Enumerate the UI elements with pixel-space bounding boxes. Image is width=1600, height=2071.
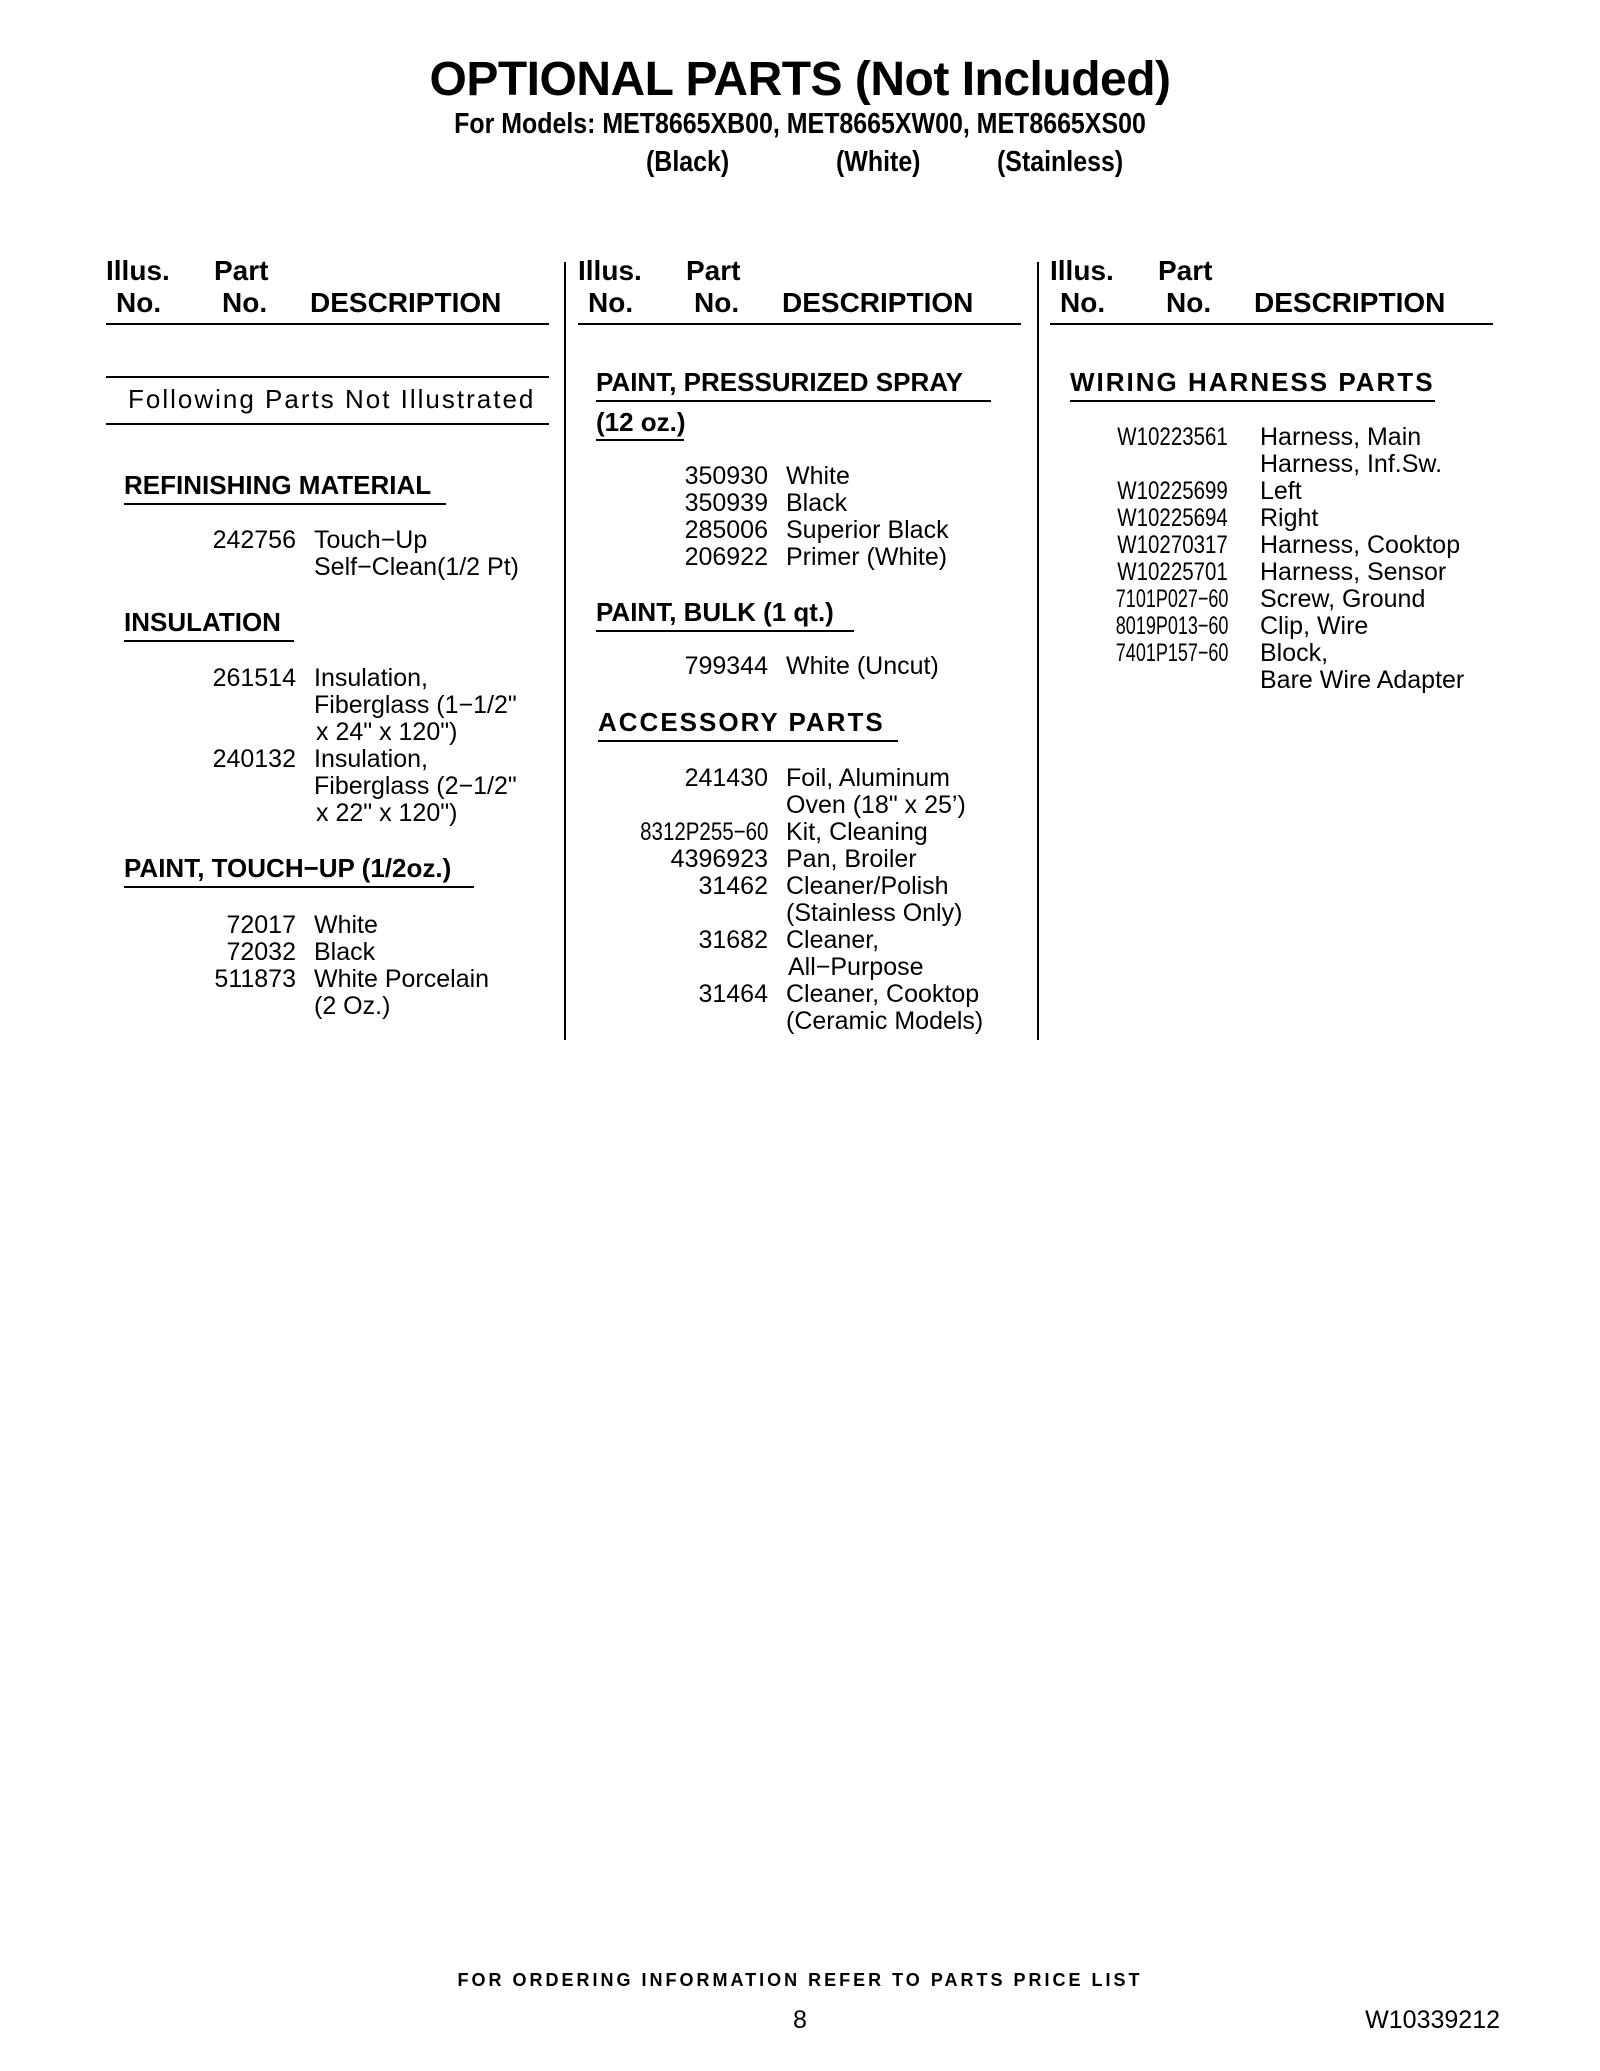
header-illus-no: No.: [588, 287, 634, 318]
section-rule: [596, 439, 684, 441]
header-rule: [1050, 323, 1493, 325]
header-rule: [106, 323, 549, 325]
section-title: INSULATION: [124, 607, 281, 637]
section-title: WIRING HARNESS PARTS: [1070, 367, 1435, 397]
section-rule: [596, 630, 854, 632]
ordering-note: FOR ORDERING INFORMATION REFER TO PARTS PRICE LIST: [457, 1970, 1143, 1990]
section-title: PAINT, BULK (1 qt.): [596, 597, 834, 627]
section-title: REFINISHING MATERIAL: [124, 470, 432, 500]
divider-rule: [106, 376, 549, 378]
section-rule: [124, 640, 294, 642]
page-title: OPTIONAL PARTS (Not Included): [429, 53, 1171, 106]
header-part: Part: [686, 255, 741, 286]
section-rule: [596, 400, 991, 402]
section-rule: [598, 740, 898, 742]
models-line: For Models: MET8665XB00, MET8665XW00, MET8665XS00: [454, 108, 1146, 140]
header-illus-no: No.: [1060, 287, 1106, 318]
not-illustrated-note: Following Parts Not Illustrated: [128, 384, 536, 414]
section-title: ACCESSORY PARTS: [598, 707, 885, 737]
section-title: PAINT, PRESSURIZED SPRAY: [596, 367, 963, 397]
header-illus: Illus.: [578, 255, 642, 286]
section-rule: [1070, 400, 1435, 402]
header-description: DESCRIPTION: [1254, 287, 1446, 318]
section-rule: [124, 503, 446, 505]
header-part: Part: [214, 255, 269, 286]
header-illus: Illus.: [1050, 255, 1114, 286]
variant-white: (White): [836, 146, 921, 178]
parts-column-2: Illus. No. Part No. DESCRIPTION PAINT, PRESSURIZED SPRAY (12 oz.) 350930 White 350939 Black 285006 Superior Black 206922 Primer (White) PAINT, BULK (1 qt.) 799344 White (Uncut) ACCESSORY PARTS 241430 Foil, Aluminum Oven (18" x 25’) 8312P255−60 Kit, Cleaning 4396923 Pan, Broiler 31462 Cleaner/Polish (Stainless Only) 31682 Cleaner, All−Purpose 31464 Cleaner, Cooktop (Ceramic Models): [578, 255, 1028, 1045]
header-rule: [578, 323, 1021, 325]
section-title: PAINT, TOUCH−UP (1/2oz.): [124, 853, 452, 883]
header-illus-no: No.: [116, 287, 162, 318]
header-part-no: No.: [1166, 287, 1212, 318]
variant-black: (Black): [646, 146, 730, 178]
column-divider: [564, 262, 566, 1040]
parts-column-1: Illus. No. Part No. DESCRIPTION Following Parts Not Illustrated REFINISHING MATERIAL 242756 Touch−Up Self−Clean(1/2 Pt) INSULATION 261514 Insulation, Fiberglass (1−1/2" x 24" x 120") 240132 Insulation, Fiberglass (2−1/2" x 22" x 120") PAINT, TOUCH−UP (1/2oz.) 72017 White 72032 Black 511873 White Porcelain (2 Oz.): [106, 255, 556, 1045]
column-divider: [1037, 262, 1039, 1040]
header-illus: Illus.: [106, 255, 170, 286]
variant-stainless: (Stainless): [997, 146, 1124, 178]
section-title-continued: (12 oz.): [596, 407, 686, 437]
header-description: DESCRIPTION: [310, 287, 502, 318]
section-rule: [124, 886, 474, 888]
header-part: Part: [1158, 255, 1213, 286]
header-part-no: No.: [222, 287, 268, 318]
header-part-no: No.: [694, 287, 740, 318]
page-number: 8: [793, 2006, 807, 2034]
header-description: DESCRIPTION: [782, 287, 974, 318]
divider-rule: [106, 423, 549, 425]
document-number: W10339212: [1365, 2006, 1500, 2034]
parts-column-3: Illus. No. Part No. DESCRIPTION WIRING HARNESS PARTS W10223561 Harness, Main Harness, Inf.Sw. W10225699 Left W10225694 Right W10270317 Harness, Cooktop W10225701 Harness, Sensor 7101P027−60 Screw, Ground 8019P013−60 Clip, Wire 7401P157−60 Block, Bare Wire Adapter: [1050, 255, 1500, 1045]
